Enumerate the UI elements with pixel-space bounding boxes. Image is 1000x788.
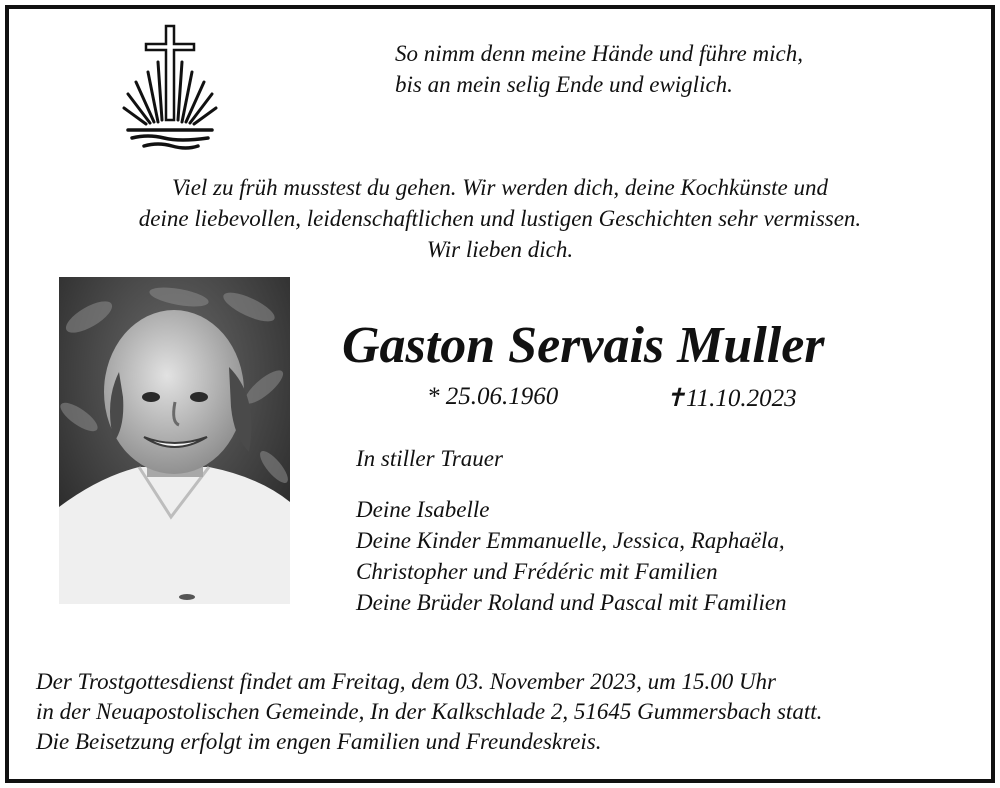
service-line: Die Beisetzung erfolgt im engen Familien und Freundeskreis. bbox=[36, 729, 602, 754]
verse-line: So nimm denn meine Hände und führe mich, bbox=[395, 41, 803, 66]
bible-verse bbox=[395, 38, 803, 100]
family-member: Deine Isabelle bbox=[356, 497, 490, 522]
service-info bbox=[36, 667, 822, 757]
farewell-line: deine liebevollen, leidenschaftlichen und lustigen Geschichten sehr vermissen. bbox=[138, 206, 862, 231]
family-member: Deine Brüder Roland und Pascal mit Familien bbox=[356, 590, 787, 615]
family-member: Deine Kinder Emmanuelle, Jessica, Raphaëla, bbox=[356, 528, 785, 553]
birth-date: * 25.06.1960 bbox=[427, 383, 559, 410]
service-line: in der Neuapostolischen Gemeinde, In der Kalkschlade 2, 51645 Gummersbach statt. bbox=[36, 699, 823, 724]
farewell-line: Wir lieben dich. bbox=[426, 237, 574, 262]
mourning-intro: In stiller Trauer bbox=[356, 446, 503, 471]
family-member: Christopher und Frédéric mit Familien bbox=[356, 559, 718, 584]
farewell-message bbox=[0, 172, 1000, 265]
cross-rising-sun-icon bbox=[118, 22, 222, 152]
portrait-photo bbox=[59, 277, 290, 604]
deceased-name: Gaston Servais Muller bbox=[342, 317, 825, 374]
death-date: ✝11.10.2023 bbox=[665, 385, 797, 412]
verse-line: bis an mein selig Ende und ewiglich. bbox=[395, 72, 733, 97]
farewell-line: Viel zu früh musstest du gehen. Wir werden dich, deine Kochkünste und bbox=[171, 175, 829, 200]
service-line: Der Trostgottesdienst findet am Freitag, dem 03. November 2023, um 15.00 Uhr bbox=[36, 669, 776, 694]
family-list bbox=[356, 494, 787, 618]
